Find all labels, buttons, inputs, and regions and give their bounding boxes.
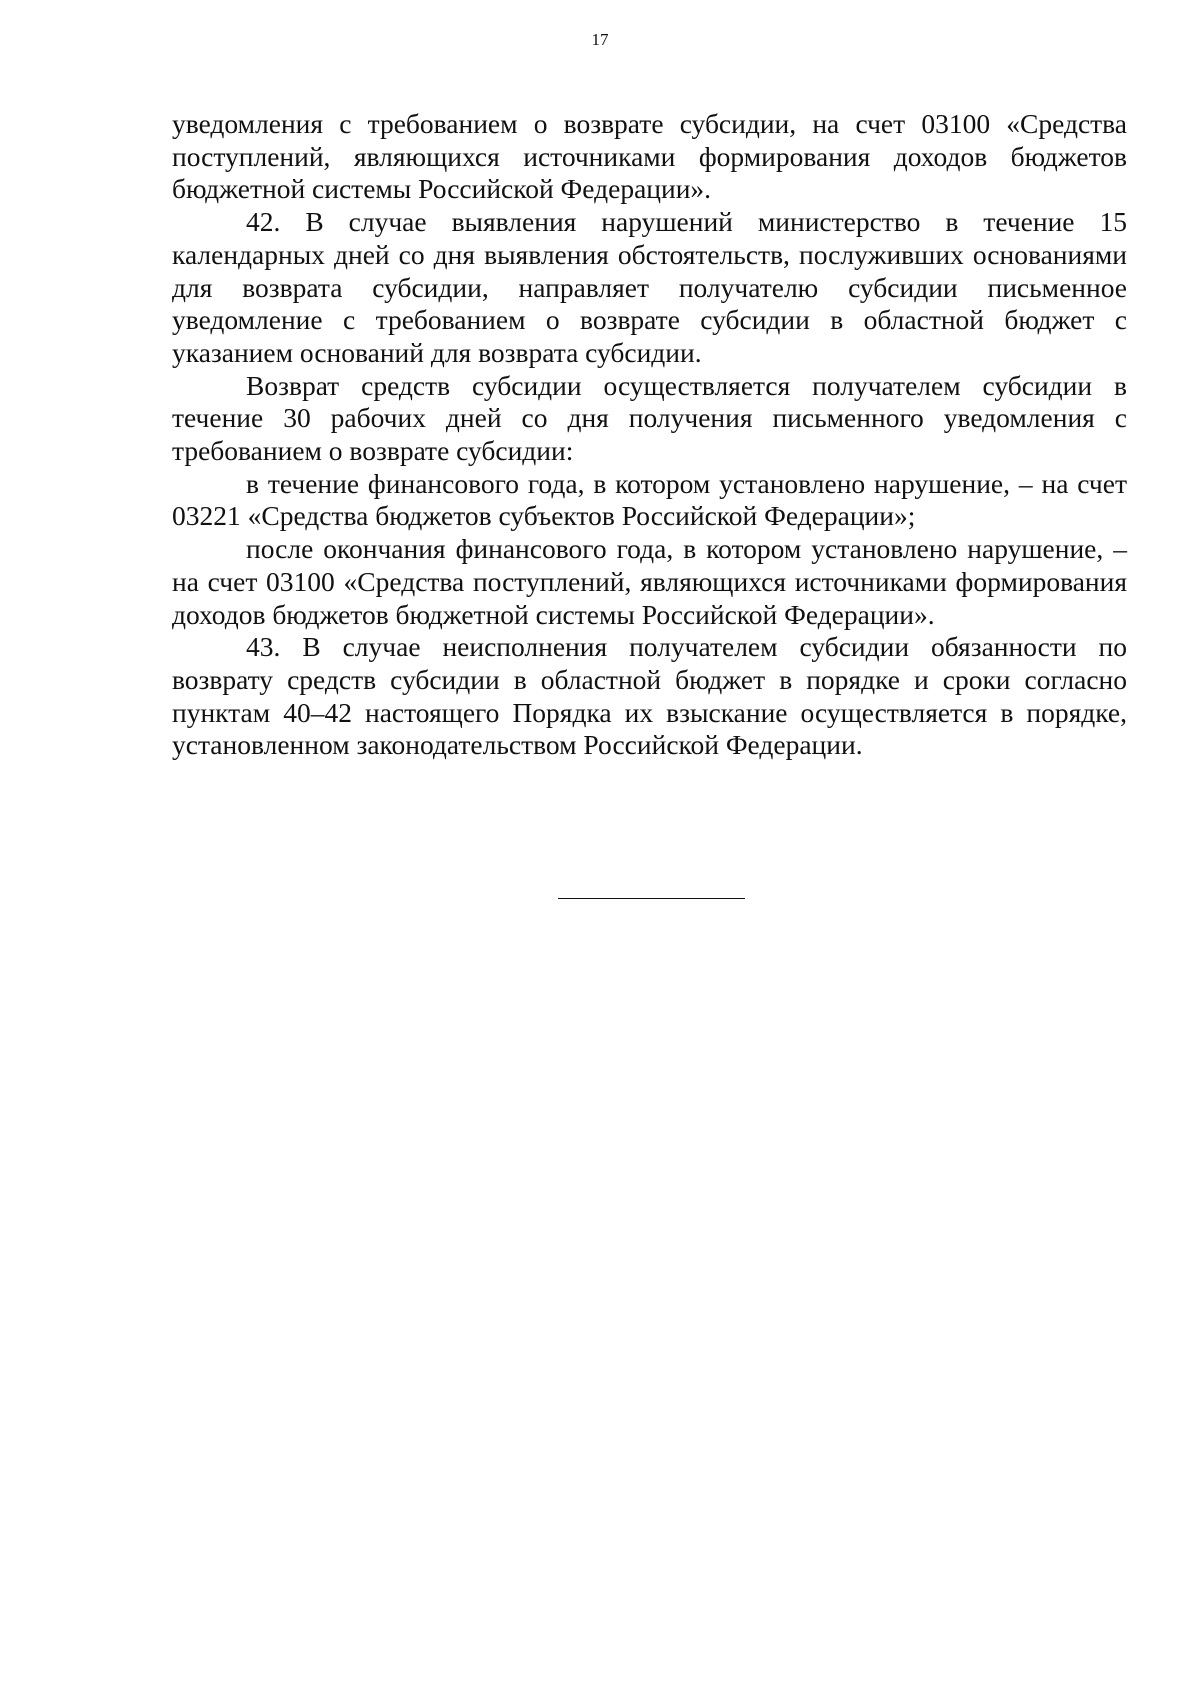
- document-body: [172, 108, 1127, 762]
- paragraph-after-year-account: после окончания финансового года, в котором установлено нарушение, – на счет 03100 «Средства поступлений, являющихся источниками формирования доходов бюджетов бюджетной системы Российской Федерации».: [172, 533, 1127, 630]
- paragraph-continuation: уведомления с требованием о возврате субсидии, на счет 03100 «Средства поступлений, являющихся источниками формирования доходов бюджетов бюджетной системы Российской Федерации».: [172, 108, 1127, 205]
- paragraph-refund-term: Возврат средств субсидии осуществляется получателем субсидии в течение 30 рабочих дней со дня получения письменного уведомления с требованием о возврате субсидии:: [172, 369, 1127, 467]
- page-number: 17: [591, 30, 609, 49]
- paragraph-current-year-account: в течение финансового года, в котором установлено нарушение, – на счет 03221 «Средства бюджетов субъектов Российской Федерации»;: [172, 467, 1127, 532]
- paragraph-42: 42. В случае выявления нарушений министерство в течение 15 календарных дней со дня выявления обстоятельств, послуживших основаниями для возврата субсидии, направляет получателю субсидии письменное уведомление с требованием о возврате субсидии в областной бюджет с указанием оснований для возврата субсидии.: [172, 206, 1127, 368]
- paragraph-43: 43. В случае неисполнения получателем субсидии обязанности по возврату средств субсидии в областной бюджет в порядке и сроки согласно пунктам 40–42 настоящего Порядка их взыскание осуществляется в порядке, установленном законодательством Российской Федерации.: [172, 631, 1127, 761]
- end-of-document-rule: [558, 898, 745, 899]
